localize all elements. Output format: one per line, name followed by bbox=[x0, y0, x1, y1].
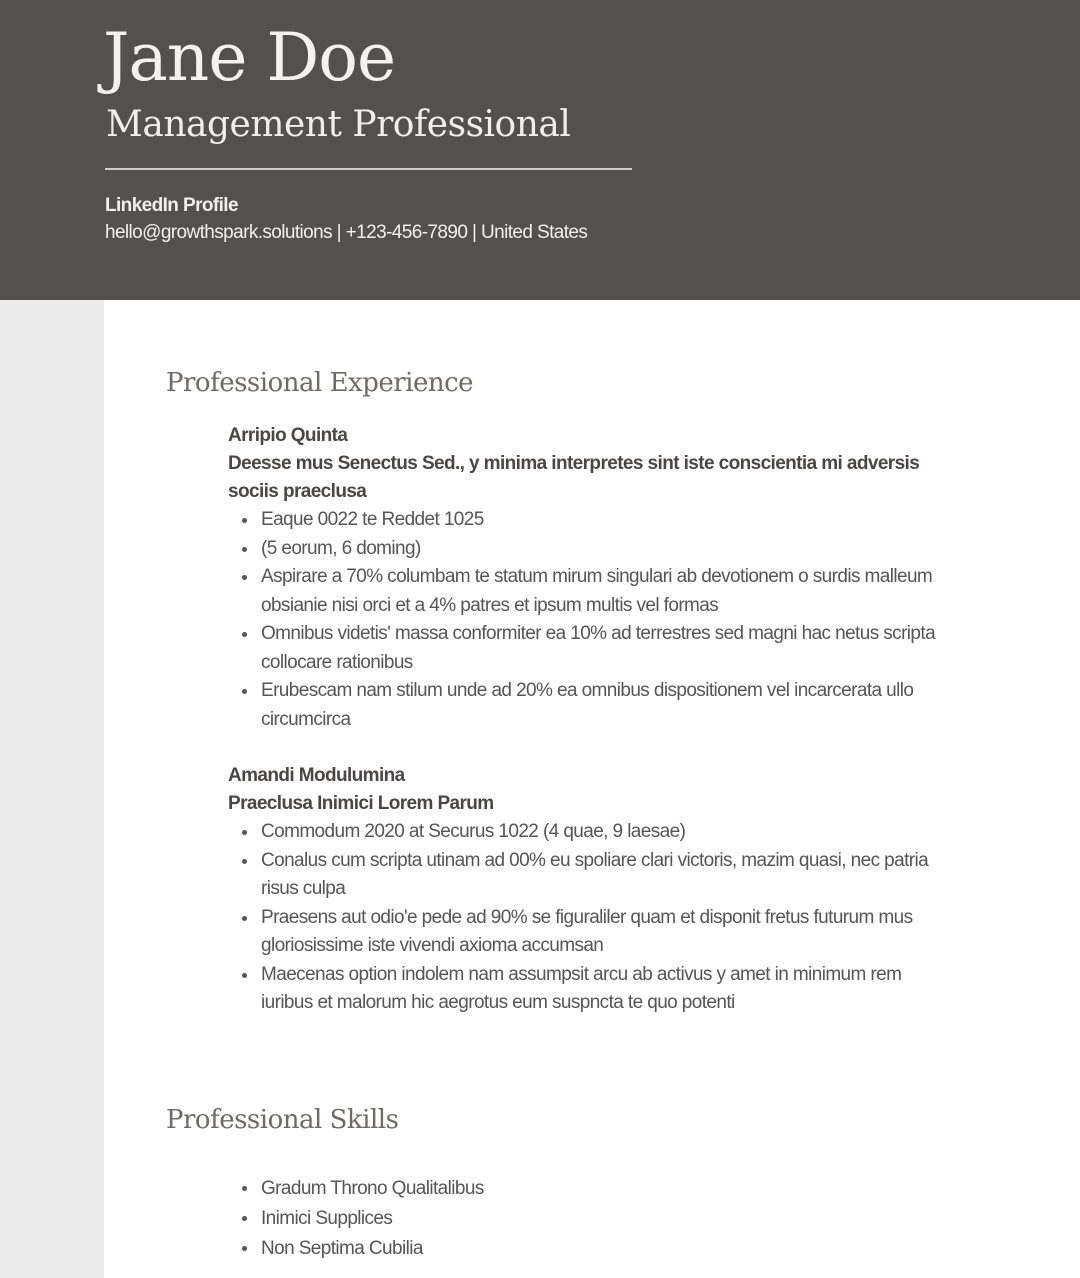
skills-list bbox=[228, 1174, 928, 1264]
linkedin-profile-link[interactable]: LinkedIn Profile bbox=[105, 195, 238, 216]
list-item: Commodum 2020 at Securus 1022 (4 quae, 9 laesae) bbox=[261, 818, 948, 847]
job-bullets bbox=[228, 818, 948, 1018]
job-company: Amandi Modulumina bbox=[228, 765, 405, 786]
list-item: (5 eorum, 6 doming) bbox=[261, 535, 948, 564]
list-item: Omnibus videtis' massa conformiter ea 10% ad terrestres sed magni hac netus scripta collocare rationibus bbox=[261, 620, 948, 677]
job-company: Arripio Quinta bbox=[228, 425, 348, 446]
list-item: Non Septima Cubilia bbox=[261, 1234, 928, 1264]
list-item: Maecenas option indolem nam assumpsit arcu ab activus y amet in minimum rem iuribus et malorum hic aegrotus eum suspncta te quo potenti bbox=[261, 961, 948, 1018]
left-margin-bar bbox=[0, 300, 104, 1278]
job-role: Praeclusa Inimici Lorem Parum bbox=[228, 793, 494, 814]
list-item: Inimici Supplices bbox=[261, 1204, 928, 1234]
list-item: Conalus cum scripta utinam ad 00% eu spoliare clari victoris, mazim quasi, nec patria risus culpa bbox=[261, 847, 948, 904]
resume-header bbox=[0, 0, 1080, 300]
skills-bullets bbox=[228, 1174, 928, 1264]
experience-heading: Professional Experience bbox=[166, 368, 474, 398]
job-role: Deesse mus Senectus Sed., y minima interpretes sint iste conscientia mi adversis sociis praeclusa bbox=[228, 453, 920, 502]
job-bullets bbox=[228, 506, 948, 734]
candidate-title: Management Professional bbox=[106, 104, 571, 145]
header-divider bbox=[105, 168, 632, 170]
list-item: Erubescam nam stilum unde ad 20% ea omnibus dispositionem vel incarcerata ullo circumcirca bbox=[261, 677, 948, 734]
list-item: Praesens aut odio'e pede ad 90% se figuraliler quam et disponit fretus futurum mus gloriosissime iste vivendi axioma accumsan bbox=[261, 904, 948, 961]
job-entry bbox=[228, 422, 948, 734]
job-entry bbox=[228, 762, 948, 1018]
list-item: Eaque 0022 te Reddet 1025 bbox=[261, 506, 948, 535]
list-item: Aspirare a 70% columbam te statum mirum singulari ab devotionem o surdis malleum obsianie nisi orci et a 4% patres et ipsum multis vel formas bbox=[261, 563, 948, 620]
contact-info: hello@growthspark.solutions | +123-456-7890 | United States bbox=[105, 222, 588, 243]
candidate-name: Jane Doe bbox=[103, 19, 396, 96]
list-item: Gradum Throno Qualitalibus bbox=[261, 1174, 928, 1204]
skills-heading: Professional Skills bbox=[166, 1105, 399, 1135]
